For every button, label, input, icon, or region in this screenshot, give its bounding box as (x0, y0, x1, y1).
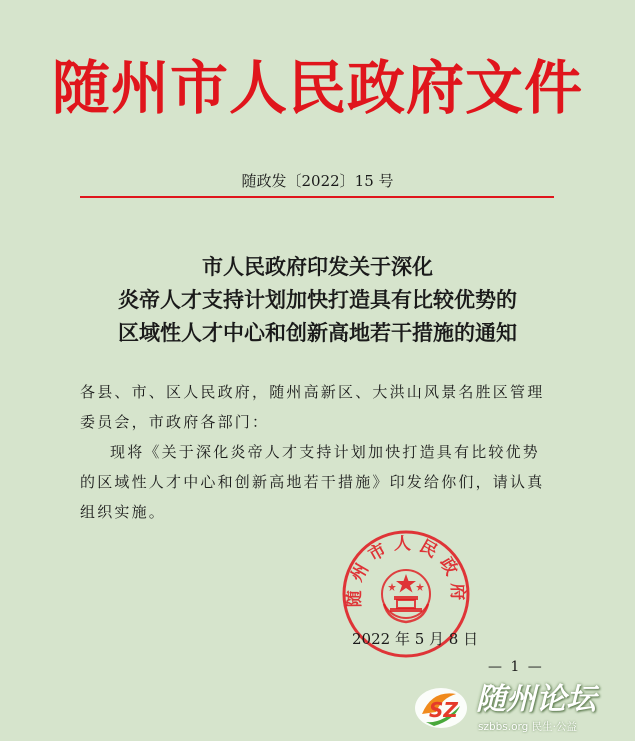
forum-subtitle: szbbs.org 民生·公益 (478, 721, 578, 733)
notice-title-line-2: 炎帝人才支持计划加快打造具有比较优势的 (118, 287, 517, 312)
notice-title-line-3: 区域性人才中心和创新高地若干措施的通知 (118, 320, 517, 345)
svg-text:SZ: SZ (429, 698, 458, 722)
document-body (80, 377, 556, 527)
forum-name: 随州论坛 (476, 682, 596, 717)
red-divider-line (80, 196, 554, 198)
document-header-title: 随州市人民政府文件 (51, 54, 583, 122)
notice-title-line-1: 市人民政府印发关于深化 (202, 254, 433, 279)
signing-date: 2022 年 5 月 8 日 (352, 630, 479, 648)
forum-watermark (412, 680, 632, 738)
seal-text: 随州市人民政府 (344, 534, 468, 608)
recipients-line: 各县、市、区人民政府，随州高新区、大洪山风景名胜区管理委员会，市政府各部门： (80, 383, 545, 431)
body-paragraph: 现将《关于深化炎帝人才支持计划加快打造具有比较优势的区域性人才中心和创新高地若干措施》印发给你们，请认真组织实施。 (80, 443, 545, 521)
notice-title (0, 250, 635, 349)
document-number: 随政发〔2022〕15 号 (241, 172, 394, 190)
page-number: — 1 — (488, 659, 544, 675)
forum-logo-icon (412, 684, 470, 732)
